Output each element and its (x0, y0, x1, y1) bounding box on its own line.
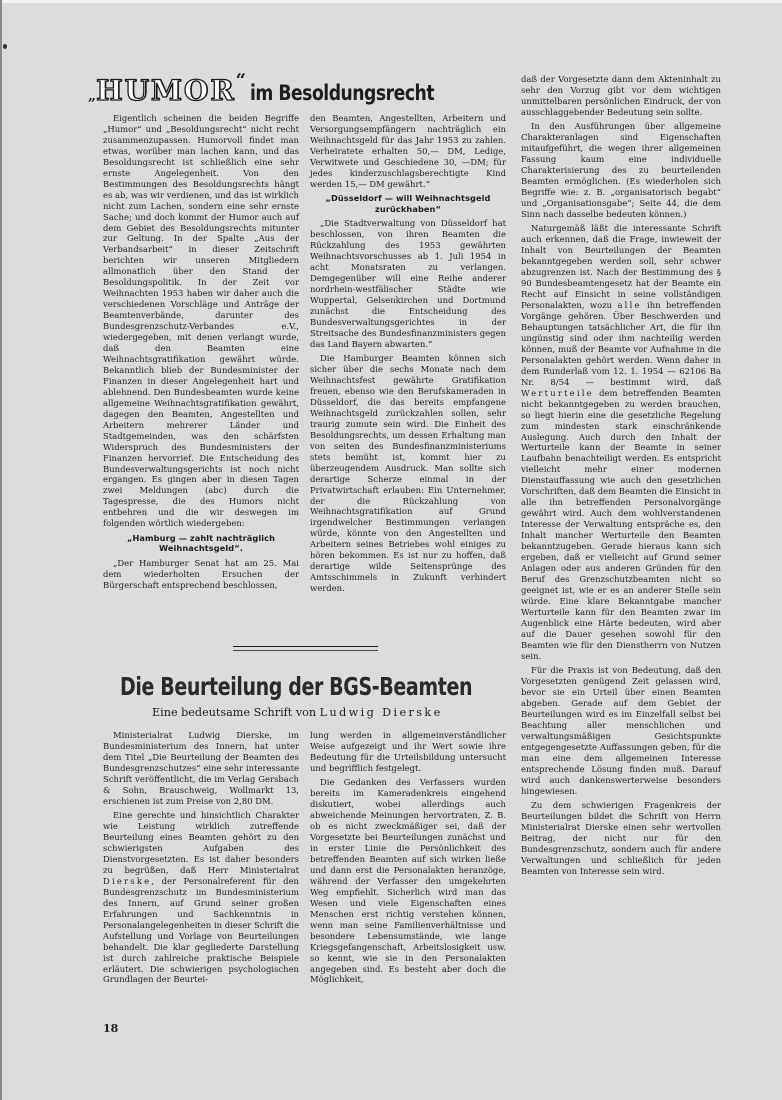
title-humor-word: HUMOR (96, 74, 236, 107)
paragraph: Zu dem schwierigen Fragenkreis der Beurteilungen bildet die Schrift von Herrn Ministerialrat Dierske einen sehr wertvollen Beitrag, der nicht nur für den Bundesgrenzschutz, sondern auch für andere Verwaltungen und schließlich für jeden Beamten von Interesse sein wird. (521, 799, 721, 876)
title-close-quote: “ (235, 70, 246, 91)
text-run: ihn betreffenden Vorgänge gehören. Über Beschwerden und Behauptungen tatsächlicher Art, die für ihn ungünstig sind oder ihm nachteilig werden können, muß der Beamte vor Aufnahme in die Personalakten gehört werden. Wenn daher in dem Runderlaß vom 12. 1. 1954 — 62106 Ba Nr. 8/54 — bestimmt wird, daß (521, 300, 722, 387)
subtitle-author: Ludwig Dierske (319, 706, 443, 719)
paragraph: Die Hamburger Beamten können sich sicher über die sechs Monate nach dem Weihnachtsfest gewährte Gratifikation freuen, ebenso wie den Berufskameraden in Düsseldorf, die das bereits empfangene Weihnachtsgeld zurückzahlen sollen, sehr traurig zumute sein wird. Die Einheit des Besoldungsrechts, um dessen Erhaltung man von seiten des Bundesfinanzministeriums stets bemüht ist, kommt hier zu überzeugendem Ausdruck. Man sollte sich derartige Scherze einmal in der Privatwirtschaft erlauben: Ein Unternehmer, der die Rückzahlung von Weihnachtsgratifikation auf Grund irgendwelcher Bestimmungen verlangen würde, könnte von den Angestellten und Arbeitern seines Betriebes wohl einiges zu hören bekommen. Es ist nur zu hoffen, daß derartige wilde Seitensprünge des Amtsschimmels in Zukunft verhindert werden. (310, 353, 506, 594)
text-run: Eine gerechte und hinsichtlich Charakter wie Leistung wirklich zutreffende Beurteilung eines Beamten gehört zu den schwierigsten Aufgaben des Dienstvorgesetzten. Es ist daher besonders zu begrüßen, daß Herr Ministerialrat (103, 810, 299, 875)
emphasized-word: alle (617, 300, 642, 311)
text-run: , der Personalreferent für den Bundesgrenzschutz im Bundesministerium des Innern, auf Grund seiner großen Erfahrungen und Sachkenntnis in Personalangelegenheiten in dieser Schrift die Aufstellung und Vorlage von Beurteilungen behandelt. Die klar gegliederte Darstellung ist durch zahlreiche praktische Beispiele erläutert. Die schwierigen psychologischen Grundlagen der Beurtei- (103, 875, 299, 985)
emphasized-word: Werturteile (521, 387, 594, 398)
page-top-edge (0, 0, 782, 3)
paragraph: „Die Stadtverwaltung von Düsseldorf hat beschlossen, von ihren Beamten die Rückzahlung des 1953 gewährten Weihnachtsvorschusses ab 1. Juli 1954 in acht Monatsraten zu verlangen. Demgegenüber will eine Reihe anderer nordrhein-westfälischer Städte wie Wuppertal, Gelsenkirchen und Dortmund zunächst die Entscheidung des Bundesverwaltungsgerichtes in der Streitsache des Bundesfinanzministers gegen das Land Bayern abwarten.“ (310, 218, 506, 349)
page-number: 18 (103, 1022, 119, 1035)
subtitle-prefix: Eine bedeutsame Schrift von (152, 706, 317, 719)
paragraph: den Beamten, Angestellten, Arbeitern und Versorgungsempfängern nachträglich ein Weihnachtsgeld für das Jahr 1953 zu zahlen. Verheiratete erhalten 50,— DM, Ledige, Verwitwete und Geschiedene 30, —DM; für jedes kinderzuschlagsberechtigte Kind werden 15,— DM gewährt.“ (310, 113, 506, 189)
article-divider (233, 646, 378, 651)
article2-column-3 (521, 74, 721, 880)
paragraph (521, 223, 721, 661)
article2-subtitle (152, 706, 443, 719)
emphasized-name: Dierske (103, 875, 152, 886)
paragraph: „Der Hamburger Senat hat am 25. Mai dem wiederholten Ersuchen der Bürgerschaft entsprechend beschlossen, (103, 557, 299, 590)
subheading-hamburg: „Hamburg — zahlt nachträglich Weihnachtsgeld“. (126, 532, 276, 554)
article2-column-1 (103, 730, 299, 989)
title-rest: im Besoldungsrecht (249, 81, 435, 105)
paragraph: lung werden in allgemeinverständlicher Weise aufgezeigt und ihr Wert sowie ihre Bedeutung für die Urteilsbildung untersucht und begrifflich festgelegt. (310, 730, 506, 773)
paragraph: Die Gedanken des Verfassers wurden bereits im Kameradenkreis eingehend diskutiert, wobei allerdings auch abweichende Meinungen hervortraten, Z. B. ob es nicht zweckmäßiger sei, daß der Vorgesetzte bei Beurteilungen zunächst und in erster Linie die Persönlichkeit des betreffenden Beamten auf sich wirken ließe und dann erst die Personalakten heranzöge, während der Verfasser den umgekehrten Weg empfiehlt. Sicherlich wird man das Wesen und viele Eigenschaften eines Menschen erst richtig verstehen können, wenn man seine Familienverhältnisse und besondere Lebensumstände, wie lange Kriegsgefangenschaft, Arbeitslosigkeit usw. so kennt, wie sie in den Personalakten angegeben sind. Es besteht aber doch die Möglichkeit, (310, 777, 506, 985)
paragraph: daß der Vorgesetzte dann dem Akteninhalt zu sehr den Vorzug gibt vor dem wichtigen unmittelbaren persönlichen Eindruck, der von ausschlaggebender Bedeutung sein sollte. (521, 74, 721, 117)
text-run: Naturgemäß läßt die interessante Schrift auch erkennen, daß die Frage, inwieweit der Inhalt von Beurteilungen der Beamten bekanntgegeben werden soll, sehr schwer abzugrenzen ist. Nach der Bestimmung des § 90 Bundesbeamtengesetz hat der Beamte ein Recht auf Einsicht in seine vollständigen Personalakten, wozu (521, 223, 721, 311)
paragraph: Für die Praxis ist von Bedeutung, daß den Vorgesetzten genügend Zeit gelassen wird, bevor sie ein Urteil über einen Beamten abgeben. Gerade auf dem Gebiet der Beurteilungen wird es im Einzelfall selbst bei Beachtung aller menschlichen und verwaltungsmäßigen Gesichtspunkte entgegengesetzte Auffassungen geben, für die man eine dem allgemeinen Interesse entsprechende Lösung finden muß. Darauf wird auch dankenswerterweise besonders hingewiesen. (521, 665, 721, 796)
title-open-quote: „ (88, 88, 97, 104)
scan-speck (3, 44, 7, 49)
article2-column-2 (310, 730, 506, 989)
paragraph: Eigentlich scheinen die beiden Begriffe „Humor“ und „Besoldungsrecht“ nicht recht zusammenzupassen. Humorvoll findet man etwas, worüber man lachen kann, und das Besoldungsrecht ist schließlich eine sehr ernste Angelegenheit. Von den Bestimmungen des Besoldungsrechts hängt es ab, was wir verdienen, und das ist wirklich nicht zum Lachen, sondern eine sehr ernste Sache; und doch kommt der Humor auch auf dem Gebiet des Besoldungsrechts mitunter zur Geltung. In der Spalte „Aus der Verbandsarbeit“ in dieser Zeitschrift berichten wir unseren Mitgliedern allmonatlich über den Stand der Besoldungspolitik. In der Zeit vor Weihnachten 1953 haben wir daher auch die verschiedenen Vorschläge und Anträge der Beamtenverbände, darunter des Bundesgrenzschutz-Verbandes e.V., wiedergegeben, mit denen verlangt wurde, daß den Beamten eine Weihnachtsgratifikation gewährt würde. Bekanntlich blieb der Bundesminister der Finanzen in dieser Angelegenheit hart und ablehnend. Den Bundesbeamten wurde keine allgemeine Weihnachtsgratifikation gewährt, dagegen den Beamten, Angestellten und Arbeitern mehrerer Länder und Stadtgemeinden, was den schärfsten Widerspruch des Bundesministers der Finanzen hervorrief. Die Entscheidung des Bundesverwaltungsgerichts ist noch nicht ergangen. Es gingen aber in diesen Tagen zwei Meldungen (abc) durch die Tagespresse, die des Humors nicht entbehren und die wir deswegen im folgenden wörtlich wiedergeben: (103, 113, 299, 529)
text-run: dem betreffenden Beamten nicht bekanntgegeben zu werden brauchen, so liegt hierin eine die gesetzliche Regelung zum mindesten stark einschränkende Auslegung. Auch durch den Inhalt der Werturteile kann der Beamte in seiner Laufbahn benachteiligt werden. Es entspricht vielleicht mehr einer modernen Dienstauffassung wie auch den gesetzlichen Vorschriften, daß dem Beamten die Einsicht in alle ihn betreffenden Personalvorgänge gewährt wird. Auch dem wohlverstandenen Interesse der Verwaltung entspräche es, den Inhalt mancher Werturteile den Beamten bekanntzugeben. Gerade hieraus kann sich ergeben, daß er vielleicht auf Grund seiner Anlagen oder aus anderen Gründen für den Beruf des Grenzschutzbeamten nicht so geeignet ist, wie er es an anderer Stelle sein würde. Eine klare Bekanntgabe mancher Werturteile kann für den Beamten zwar im Augenblick eine Härte bedeuten, wird aber auf die Dauer gesehen sowohl für den Beamten wie für den Dienstherrn von Nutzen sein. (521, 387, 721, 661)
paragraph: Ministerialrat Ludwig Dierske, im Bundesministerium des Innern, hat unter dem Titel „Die Beurteilung der Beamten des Bundesgrenzschutzes“ eine sehr interessante Schrift veröffentlicht, die im Verlag Gersbach & Sohn, Brauschweig, Wollmarkt 13, erschienen ist zum Preise von 2,80 DM. (103, 730, 299, 806)
paragraph (103, 810, 299, 985)
article2-title: Die Beurteilung der BGS-Beamten (120, 672, 473, 701)
article1-column-2 (310, 113, 506, 598)
page-left-edge (0, 0, 2, 1100)
subheading-duesseldorf: „Düsseldorf — will Weihnachtsgeld zurückhaben“ (325, 193, 491, 214)
article1-title (88, 70, 528, 107)
article1-column-1 (103, 113, 299, 594)
paragraph: In den Ausführungen über allgemeine Charakteranlagen sind Eigenschaften mitaufgeführt, die wegen ihrer allgemeinen Fassung kaum eine individuelle Charakterisierung des zu beurteilenden Beamten ermöglichen. (Es wiederholen sich Begriffe wie: z. B. „organisatorisch begabt“ und „Organisationsgabe“; Seite 44, die dem Sinn nach dasselbe bedeuten können.) (521, 121, 721, 219)
